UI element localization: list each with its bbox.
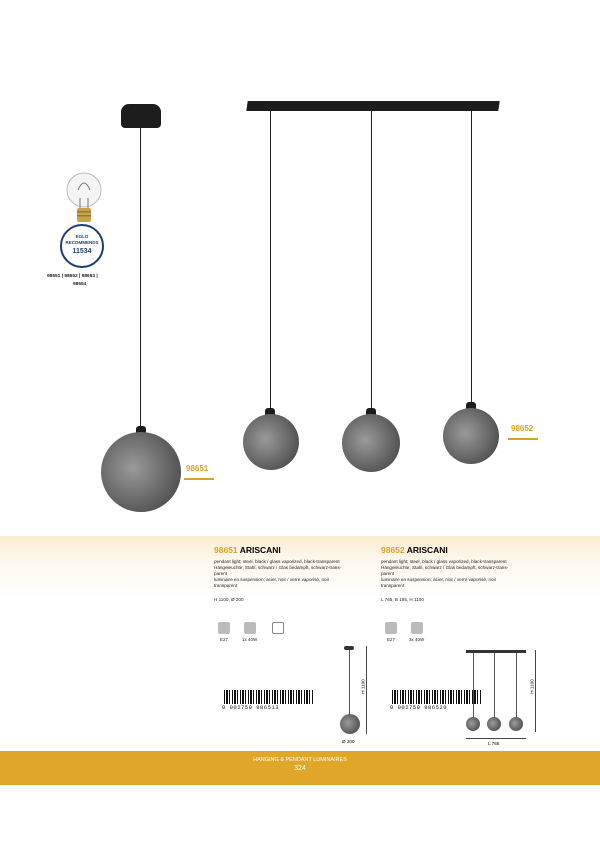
pendant-cable-2 [371, 111, 372, 411]
sketch-cable-1 [473, 653, 474, 719]
socket-label: E27 [220, 637, 229, 642]
recommend-line2: RECOMMENDS [65, 240, 99, 245]
bulb-icon [411, 622, 423, 634]
product-98651 [214, 545, 374, 602]
socket-icon [385, 622, 397, 634]
ceiling-bar [246, 101, 499, 111]
bulb-recommendation-badge [58, 168, 110, 270]
product-title-98652 [381, 545, 551, 555]
dims: L 765, B 185, H 1100 [381, 597, 424, 602]
label-underline-98651 [184, 478, 214, 480]
sketch-cable-single [349, 650, 350, 716]
socket-icon [218, 622, 230, 634]
recommend-circle [60, 224, 104, 268]
sketch-globe-2 [487, 717, 501, 731]
footer-section-title: HANGING & PENDANT LUMINAIRES [253, 757, 347, 763]
recommend-line1: EGLO [75, 234, 89, 239]
glass-globe-single [101, 432, 181, 512]
sketch-cable-3 [516, 653, 517, 719]
socket-label: E27 [387, 637, 396, 642]
recommend-refs-1: 98651 | 98652 | 98653 | [47, 274, 98, 279]
product-name: ARISCANI [406, 545, 448, 555]
barcode-number: 9 002759 986520 [390, 704, 448, 711]
dimmer-icon [272, 622, 284, 634]
desc-de-2: parent [214, 571, 228, 576]
pendant-cable-3 [471, 111, 472, 406]
desc-de-1: Hängeleuchte; Stahl, schwarz / Glas bedampft, schwarz-trans- [214, 565, 342, 570]
label-underline-98652 [508, 438, 538, 440]
sketch-height-label-single: H 1100 [360, 679, 366, 694]
sketch-globe-3 [509, 717, 523, 731]
glass-globe-2 [342, 414, 400, 472]
glass-globe-3 [443, 408, 499, 464]
desc-de-2: parent [381, 571, 395, 576]
desc-en: pendant light; steel, black / glass vaporized, black-transparent [214, 559, 340, 564]
sketch-height-line-single [366, 646, 367, 734]
bulb-icon [244, 622, 256, 634]
sketch-diam-label: Ø 200 [342, 739, 355, 744]
recommend-code: 11534 [72, 248, 92, 255]
desc-fr-1: luminaire en suspension; acier, noir / verre vaporisé, noir [214, 577, 330, 582]
product-98652 [381, 545, 551, 602]
page-number: 324 [294, 765, 306, 772]
sketch-height-label-triple: H 1100 [529, 679, 535, 694]
sketch-bar-triple [466, 650, 526, 653]
desc-de-1: Hängeleuchte; Stahl, schwarz / Glas bedampft, schwarz-trans- [381, 565, 509, 570]
pendant-cable-single [140, 128, 141, 428]
glass-globe-1 [243, 414, 299, 470]
product-title-98651 [214, 545, 374, 555]
desc-fr-2: transparent [214, 583, 238, 588]
sketch-cable-2 [494, 653, 495, 719]
sketch-length-label: L 765 [488, 741, 500, 746]
sketch-height-line-triple [535, 650, 536, 732]
label-98651: 98651 [186, 464, 209, 473]
barcode [392, 690, 482, 704]
bulb-label: 1x 40W [242, 637, 258, 642]
desc-en: pendant light; steel, black / glass vaporized, black-transparent [381, 559, 507, 564]
sketch-length-line [466, 738, 526, 739]
desc-fr-1: luminaire en suspension; acier, noir / verre vaporisé, noir [381, 577, 497, 582]
product-number: 98651 [214, 545, 238, 555]
recommend-refs-2: 98654 [73, 282, 87, 287]
sketch-globe-single [340, 714, 360, 734]
pendant-cable-1 [270, 111, 271, 411]
barcode [224, 690, 314, 704]
label-98652: 98652 [511, 424, 534, 433]
led-bulb-icon [64, 168, 104, 230]
sketch-globe-1 [466, 717, 480, 731]
dims: H 1100, Ø 200 [214, 597, 244, 602]
product-number: 98652 [381, 545, 405, 555]
product-name: ARISCANI [239, 545, 281, 555]
bulb-label: 3x 40W [409, 637, 425, 642]
barcode-number: 9 002759 986513 [222, 704, 280, 711]
desc-fr-2: transparent [381, 583, 405, 588]
ceiling-canopy-single [121, 104, 161, 128]
